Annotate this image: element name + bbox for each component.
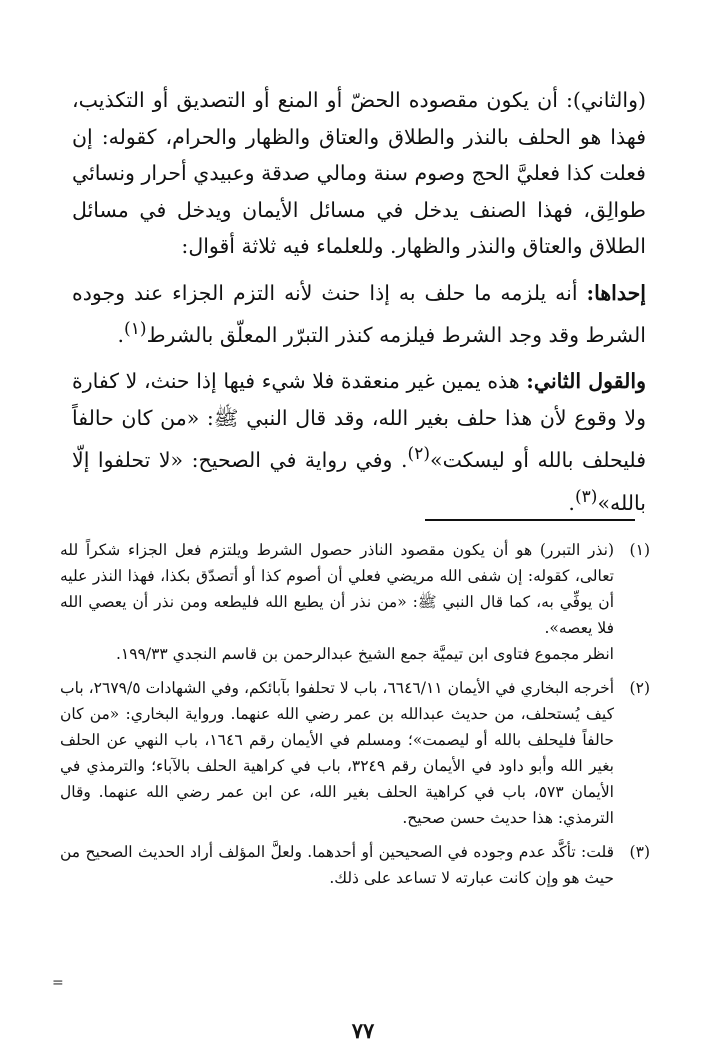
footnote-separator: [425, 519, 635, 521]
footnote-text: (نذر التبرر) هو أن يكون مقصود الناذر حصول الشرط ويلتزم فعل الجزاء شكراً لله تعالى، كقوله: إن شفى الله مريضي فعلي أن أصوم كذا أو أتصدّق بكذا، فهذا النذر عليه أن يوفِّي به، كما قال النبي ﷺ: «من نذر أن يطيع الله فليطعه ومن نذر أن يعصي الله فلا يعصه».: [60, 541, 614, 637]
continuation-mark: =: [52, 975, 64, 991]
footnote-body: [60, 839, 614, 891]
paragraph-second-opinion: والقول الثاني: هذه يمين غير منعقدة فلا شيء فيها إذا حنث، لا كفارة ولا وقوع لأن هذا حلف بغير الله، وقد قال النبي ﷺ: «من كان حالفاً فليحلف بالله أو ليسكت»$^{(٢)}$. وفي رواية في الصحيح: «لا تحلفوا إلّا بالله»$^{(٣)}$.: [72, 369, 646, 515]
footnote-ref-3[interactable]: (٣): [574, 486, 598, 507]
footnote-text: قلت: تأكَّد عدم وجوده في الصحيحين أو أحدهما. ولعلَّ المؤلف أراد الحديث الصحيح من حيث هو وإن كانت عبارته لا تساعد على ذلك.: [60, 843, 614, 887]
footnote-2: [60, 675, 650, 831]
footnote-3: [60, 839, 650, 891]
footnote-text: انظر مجموع فتاوى ابن تيميَّة جمع الشيخ عبدالرحمن بن قاسم النجدي ١٩٩/٣٣.: [115, 645, 614, 663]
footnotes: [60, 537, 650, 891]
footnote-body: [60, 675, 614, 831]
main-text: [72, 82, 646, 521]
footnote-1: [60, 537, 650, 667]
footnote-body: [60, 537, 614, 667]
paragraph-first-opinion: إحداها: أنه يلزمه ما حلف به إذا حنث لأنه التزم الجزاء عند وجوده الشرط وقد وجد الشرط فيلزمه كنذر التبرّر المعلّق بالشرط$^{(١)}$.: [72, 280, 646, 347]
footnote-number: (١): [629, 541, 650, 559]
footnote-number: (٣): [629, 843, 650, 861]
paragraph-second-type: (والثاني): أن يكون مقصوده الحضّ أو المنع أو التصديق أو التكذيب، فهذا هو الحلف بالنذر والطلاق والعتاق والظهار والحرام، كقوله: إن فعلت كذا فعليَّ الحج وصوم سنة ومالي صدقة وعبيدي أحرار ونسائي طوالِق، فهذا الصنف يدخل في مسائل الأيمان ويدخل في مسائل الطلاق والعتاق والنذر والظهار. وللعلماء فيه ثلاثة أقوال:: [72, 88, 646, 258]
second-opinion-heading: والقول الثاني:: [526, 369, 646, 394]
footnote-number: (٢): [629, 679, 650, 697]
footnote-ref-1[interactable]: (١): [124, 319, 147, 339]
footnote-ref-2[interactable]: (٢): [407, 444, 431, 465]
page-number: ٧٧: [351, 1018, 375, 1043]
footnote-text: أخرجه البخاري في الأيمان ٦٦٤٦/١١، باب لا تحلفوا بآبائكم، وفي الشهادات ٢٦٧٩/٥، باب كيف يُستحلف، من حديث عبدالله بن عمر رضي الله عنهما. ورواية البخاري: «من كان حالفاً فليحلف بالله أو ليصمت»؛ ومسلم في الأيمان رقم ١٦٤٦، باب النهي عن الحلف بغير الله وأبو داود في الأيمان رقم ٣٢٤٩، باب في كراهية الحلف بالآباء؛ والترمذي في الأيمان ٥٧٣، باب في كراهية الحلف بغير الله، عن ابن عمر رضي الله عنهما. وقال الترمذي: هذا حديث حسن صحيح.: [60, 679, 615, 827]
first-opinion-heading: إحداها:: [586, 280, 646, 305]
